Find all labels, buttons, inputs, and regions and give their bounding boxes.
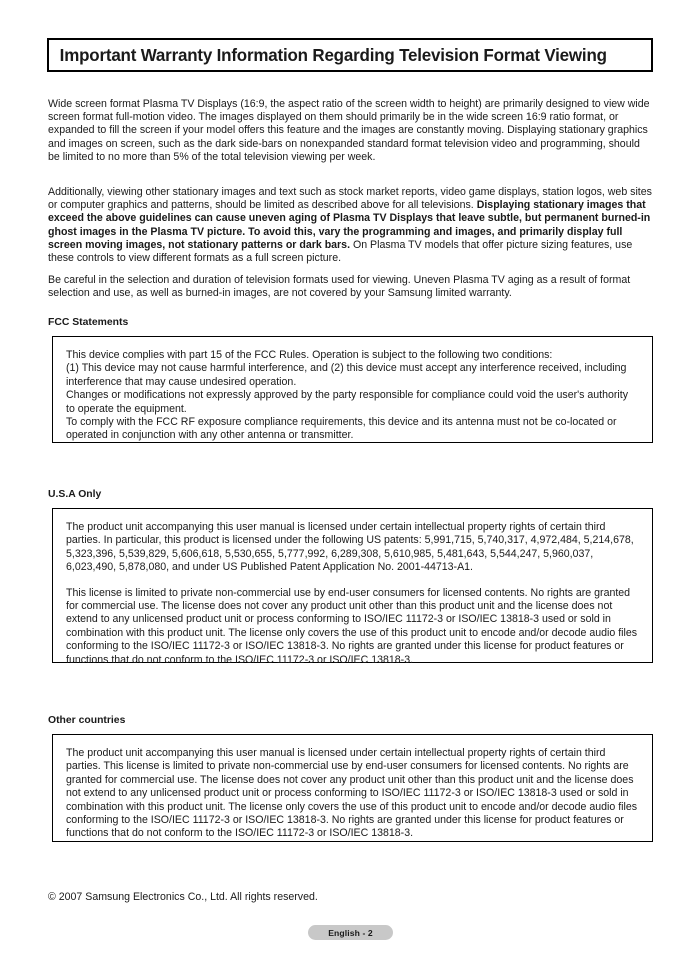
other-countries-paragraph-1: The product unit accompanying this user manual is licensed under certain intellectual property rights of certain third parties. This license is limited to private non-commercial use by end-user consumers for licensed contents. No rights are granted for commercial use. The license does not cover any product unit other than this product unit and the license does not extend to any unlicensed product unit or process conforming to ISO/IEC 11172-3 or ISO/IEC 13818-3 used or sold in combination with this product unit. The license only covers the use of this product unit to encode and/or decode audio files conforming to the ISO/IEC 11172-3 or ISO/IEC 13818-3. No rights are granted under this license for product features or functions that do not conform to the ISO/IEC 11172-3 or ISO/IEC 13818-3. [66,747,638,840]
fcc-paragraph-1: This device complies with part 15 of the FCC Rules. Operation is subject to the following two conditions: [66,349,553,361]
page-title: Important Warranty Information Regarding Television Format Viewing [59,44,607,65]
intro-paragraph-3-text: Be careful in the selection and duration of television formats used for viewing. Uneven Plasma TV aging as a result of format selection and use, as well as burned-in images, are not covered by your Samsung limited warranty. [48,274,631,300]
usa-only-paragraph-1: The product unit accompanying this user manual is licensed under certain intellectual property rights of certain third parties. In particular, this product is licensed under the following US patents: 5,991,715, 5,740,317, 4,972,484, 5,214,678, 5,323,396, 5,539,829, 5,606,618, 5,530,655, 5,777,992, 6,289,308, 5,610,985, 5,481,643, 5,544,247, 5,960,037, 6,023,490, 5,878,080, and under US Published Patent Application No. 2001-44713-A1. [66,521,634,574]
fcc-statements-box [52,336,653,443]
page-number-label: English - 2 [328,927,373,938]
intro-paragraph-2 [48,186,654,265]
warranty-title-box [47,38,653,72]
intro-paragraph-1 [48,98,654,164]
page-number-badge [308,925,393,940]
other-countries-heading: Other countries [48,715,126,726]
fcc-statements-heading: FCC Statements [48,317,129,328]
fcc-paragraph-4: To comply with the FCC RF exposure compliance requirements, this device and its antenna must not be co-located or operated in conjunction with any other antenna or transmitter. [66,416,617,442]
intro-paragraph-1-text: Wide screen format Plasma TV Displays (16:9, the aspect ratio of the screen width to height) are primarily designed to view wide screen format full-motion video. The images displayed on them should primarily be in the wide screen 16:9 ratio format, or expanded to fill the screen if your model offers this feature and the images are constantly moving. Displaying stationary graphics and images on screen, such as the dark side-bars on nonexpanded standard format television video and programming, should be limited to no more than 5% of the total television viewing per week. [48,98,650,163]
copyright-notice: © 2007 Samsung Electronics Co., Ltd. All rights reserved. [48,891,318,903]
fcc-paragraph-3: Changes or modifications not expressly approved by the party responsible for compliance could void the user's authority to operate the equipment. [66,389,629,415]
intro-paragraph-3 [48,274,654,300]
intro-paragraph-2-tail: On Plasma TV models that offer picture sizing features, use these controls to view different formats as a full screen picture. [48,238,633,265]
other-countries-box [52,734,653,842]
usa-only-content [53,509,652,679]
other-countries-content [53,735,652,853]
usa-only-heading: U.S.A Only [48,489,102,500]
intro-paragraph-2-lead: Additionally, viewing other stationary images and text such as stock market reports, video game displays, station logos, web sites or computer graphics and patterns, should be limited as described above for all televisions. [48,186,652,212]
fcc-paragraph-2: (1) This device may not cause harmful interference, and (2) this device must accept any interference received, including interference that may cause undesired operation. [66,362,627,388]
intro-paragraph-2-text [48,186,654,265]
usa-only-paragraph-2: This license is limited to private non-commercial use by end-user consumers for licensed contents. No rights are granted for commercial use. The license does not cover any product unit other than this product unit and the license does not extend to any unlicensed product unit or process conforming to ISO/IEC 11172-3 or ISO/IEC 13818-3 used or sold in combination with this product unit. The license only covers the use of this product unit to encode and/or decode audio files conforming to the ISO/IEC 11172-3 or ISO/IEC 13818-3. No rights are granted under this license for product features or functions that do not conform to the ISO/IEC 11172-3 or ISO/IEC 13818-3. [66,586,638,666]
fcc-statements-content [53,337,652,455]
usa-only-box [52,508,653,666]
intro-paragraph-2-emphasis: Displaying stationary images that exceed the above guidelines can cause uneven aging of Plasma TV Displays that leave subtle, but permanent burned-in ghost images in the Plasma TV picture. To avoid this, vary the programming and images, and primarily display full screen moving images, not stationary patterns or dark bars. [48,199,651,251]
